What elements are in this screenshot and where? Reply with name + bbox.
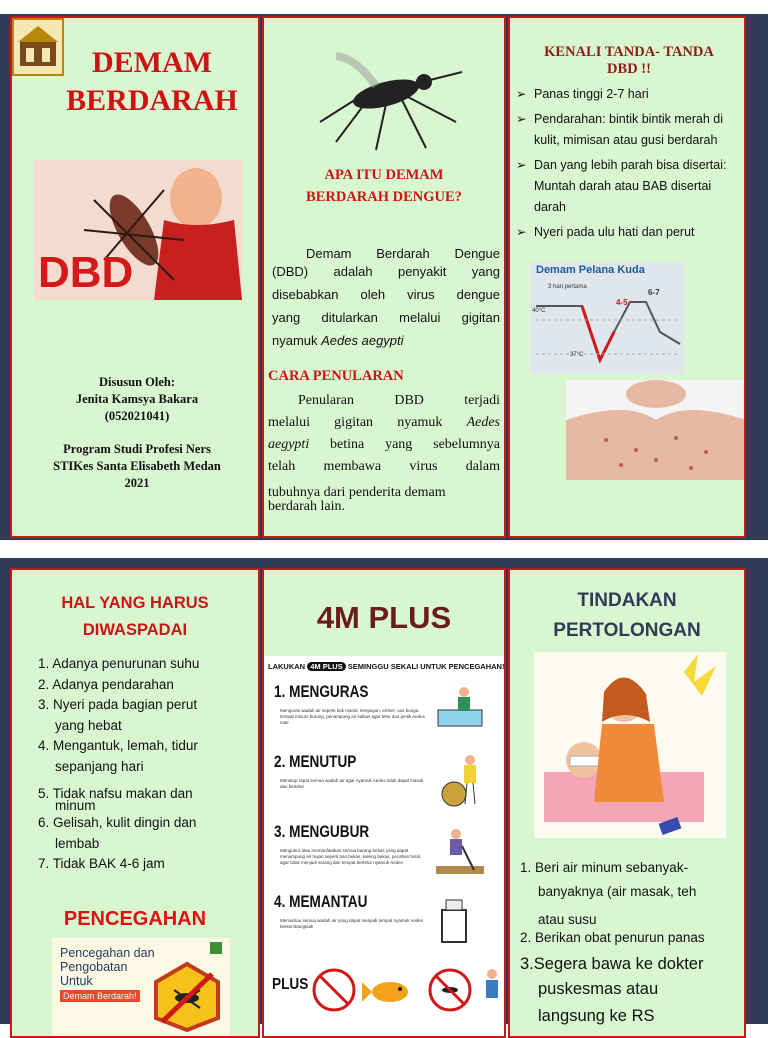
transmission-line3	[268, 434, 500, 456]
arrow-bullet-icon: ➢	[516, 112, 527, 126]
plus4m-step	[274, 752, 506, 814]
plus4m-banner-suffix: SEMINGGU SEKALI UNTUK PENCEGAHAN!	[347, 662, 505, 671]
transmission-heading: CARA PENULARAN	[268, 368, 404, 384]
arrow-bullet-icon: ➢	[516, 87, 527, 101]
caregiver-illustration	[534, 652, 726, 838]
author-id: (052021041)	[104, 409, 170, 423]
plus4m-step	[274, 892, 506, 954]
plus4m-plus-row	[272, 962, 506, 1032]
watch-item-continued: sepanjang hari	[55, 758, 144, 774]
grid-icon	[210, 942, 222, 954]
signs-item-text: Pendarahan: bintik bintik merah di kulit, mimisan atau gusi berdarah	[534, 112, 724, 147]
larvae-eating-fish-icon	[362, 982, 408, 1002]
plus4m-plus-label: PLUS	[272, 976, 309, 993]
watch-item-continued: lembab	[55, 835, 100, 851]
fever-chart-image	[530, 262, 684, 374]
plus4m-banner-prefix: LAKUKAN	[268, 662, 306, 671]
plus4m-step-title: 3. MENGUBUR	[274, 822, 370, 841]
watch-item: 2. Adanya pendarahan	[38, 676, 174, 692]
definition-line4: yang ditularkan melalui gigitan	[272, 310, 500, 325]
plus4m-banner	[268, 662, 504, 671]
watch-item: 7. Tidak BAK 4-6 jam	[38, 856, 165, 871]
definition-line5	[272, 329, 500, 352]
signs-item	[516, 155, 746, 218]
transmission-line5: tubuhnya dari penderita demam	[268, 485, 446, 500]
watch-item: 3. Nyeri pada bagian perut	[38, 697, 198, 712]
arrow-bullet-icon: ➢	[516, 158, 527, 172]
transmission-line6: berdarah lain.	[268, 499, 345, 514]
watch-heading-line2: DIWASPADAI	[82, 621, 188, 639]
definition-line3: disebabkan oleh virus dengue	[272, 287, 500, 302]
signs-heading-line1: KENALI TANDA- TANDA	[544, 44, 714, 60]
leaflet-inner-side	[0, 558, 768, 1024]
cover-illustration	[34, 160, 242, 300]
plus4m-step	[274, 682, 506, 744]
firstaid-heading-line1: TINDAKAN	[577, 590, 677, 611]
transmission-line4: telah membawa virus dalam	[268, 459, 500, 474]
monitoring-container-icon	[434, 892, 486, 952]
watch-item: 6. Gelisah, kulit dingin dan	[38, 815, 197, 830]
firstaid-heading-line2: PERTOLONGAN	[553, 620, 701, 641]
plus4m-banner-brand: 4M PLUS	[307, 662, 346, 671]
signs-heading-line2: DBD !!	[607, 61, 651, 77]
transmission-line1: Penularan DBD terjadi	[298, 393, 500, 408]
plus4m-step-title: 2. MENUTUP	[274, 752, 357, 771]
firstaid-item1-line3: atau susu	[538, 912, 597, 927]
no-hanging-clothes-icon	[314, 970, 354, 1010]
signs-item	[516, 109, 746, 151]
fever-chart-label-45: 4-5	[616, 298, 628, 307]
firstaid-item2: 2. Berikan obat penurun panas	[520, 930, 705, 945]
plus4m-step-desc: Menguras wadah air seperti bak mandi, tempayan, ember, vas bunga, tempat minum burung, penampung air kulkas agar telur dan jentik Aedes mati	[280, 708, 425, 725]
prevention-card	[52, 938, 230, 1038]
cover-title-line1: DEMAM	[92, 46, 212, 79]
program-line1: Program Studi Profesi Ners	[63, 442, 211, 456]
definition-line1: Demam Berdarah Dengue	[306, 246, 500, 261]
watch-list	[38, 654, 258, 875]
fever-chart-label-67: 6-7	[648, 288, 660, 297]
signs-panel	[508, 16, 746, 538]
author-heading: Disusun Oleh:	[98, 375, 176, 389]
about-heading-line2: BERDARAH DENGUE?	[306, 189, 462, 205]
watch-item: 4. Mengantuk, lemah, tidur	[38, 738, 198, 753]
definition-species: Aedes aegypti	[321, 333, 404, 348]
cover-dbd-text: DBD	[38, 248, 134, 297]
firstaid-item3-line3: langsung ke RS	[538, 1007, 655, 1025]
program-year: 2021	[124, 476, 150, 490]
plus4m-step-desc: Mengubur atau memanfaatkan semua barang bekas yang dapat menampung air hujan seperti ban bekas, kaleng bekas, pecahan botol, agar tidak menjadi sarang dan tempat bertelur nyamuk Aedes	[280, 848, 422, 865]
signs-item-text: Dan yang lebih parah bisa disertai: Muntah darah atau BAB disertai darah	[534, 158, 727, 214]
signs-item	[516, 222, 746, 243]
plus4m-step-title: 1. MENGURAS	[274, 682, 369, 701]
watch-item: 5. Tidak nafsu makan dan	[38, 786, 193, 801]
plus4m-step-desc: Menutup rapat semua wadah air agar nyamuk Aedes tidak dapat masuk dan bertelur	[280, 778, 424, 789]
watch-panel	[10, 568, 260, 1038]
mosquito-warning-icon	[152, 960, 222, 1032]
firstaid-item3-line2: puskesmas atau	[538, 980, 659, 998]
burying-digging-icon	[434, 824, 486, 884]
plus4m-heading: 4M PLUS	[316, 600, 452, 635]
covering-jar-icon	[434, 752, 486, 812]
plus4m-step-title: 4. MEMANTAU	[274, 892, 368, 911]
prevention-card-line2: Pengobatan	[60, 960, 128, 974]
mosquito-repellent-icon	[430, 970, 470, 1010]
signs-item-text: Panas tinggi 2-7 hari	[534, 87, 649, 101]
watch-heading-line1: HAL YANG HARUS	[61, 594, 209, 612]
watch-item: 1. Adanya penurunan suhu	[38, 656, 200, 671]
prevention-heading: PENCEGAHAN	[63, 908, 207, 930]
prevention-card-line1: Pencegahan dan	[60, 946, 155, 960]
prevention-card-line3: Untuk	[60, 974, 93, 988]
fever-chart-label-40: 40°C	[532, 308, 546, 314]
about-heading-line1: APA ITU DEMAM	[324, 167, 444, 183]
cover-panel	[10, 16, 260, 538]
draining-tub-icon	[434, 684, 486, 734]
fever-chart-label-37: 37°C	[570, 352, 584, 358]
mosquito-net-icon	[486, 969, 498, 998]
fever-chart-days-label: 3 hari pertama	[548, 284, 587, 290]
firstaid-item3-line1: 3.Segera bawa ke dokter	[520, 955, 704, 973]
transmission-line2-plain: melalui gigitan nyamuk	[268, 415, 467, 430]
watch-item-continued: minum	[55, 798, 96, 813]
signs-list	[516, 84, 746, 247]
fever-chart-title: Demam Pelana Kuda	[536, 264, 645, 276]
cover-title-line2: BERDARAH	[66, 84, 238, 117]
firstaid-panel	[508, 568, 746, 1038]
signs-item-text: Nyeri pada ulu hati dan perut	[534, 225, 695, 239]
skin-rash-photo	[566, 380, 746, 480]
plus4m-step	[274, 822, 506, 884]
plus4m-step-desc: Memantau semua wadah air yang dapat menjadi tempat nyamuk Aedes berkembangbiak	[280, 918, 424, 929]
arrow-bullet-icon: ➢	[516, 225, 527, 239]
transmission-line2	[268, 412, 500, 434]
signs-item	[516, 84, 746, 105]
mosquito-illustration	[316, 52, 466, 152]
transmission-species-part2: aegypti	[268, 437, 310, 452]
firstaid-item1-line2: banyaknya (air masak, teh	[538, 884, 697, 899]
leaflet-outer-side	[0, 14, 768, 540]
definition-line5-plain: nyamuk	[272, 333, 322, 348]
transmission-species-part1: Aedes	[466, 415, 500, 430]
definition-line2: (DBD) adalah penyakit yang	[272, 264, 500, 279]
plus4m-panel	[262, 568, 506, 1038]
plus4m-infographic	[264, 656, 506, 1038]
watch-item-continued: yang hebat	[55, 717, 122, 733]
about-panel	[262, 16, 506, 538]
program-line2: STIKes Santa Elisabeth Medan	[53, 459, 221, 473]
author-name: Jenita Kamsya Bakara	[75, 392, 199, 406]
transmission-line3-plain: betina yang sebelumnya	[309, 437, 500, 452]
prevention-card-line4: Demam Berdarah!	[60, 990, 140, 1002]
firstaid-item1-line1: 1. Beri air minum sebanyak-	[520, 860, 689, 875]
